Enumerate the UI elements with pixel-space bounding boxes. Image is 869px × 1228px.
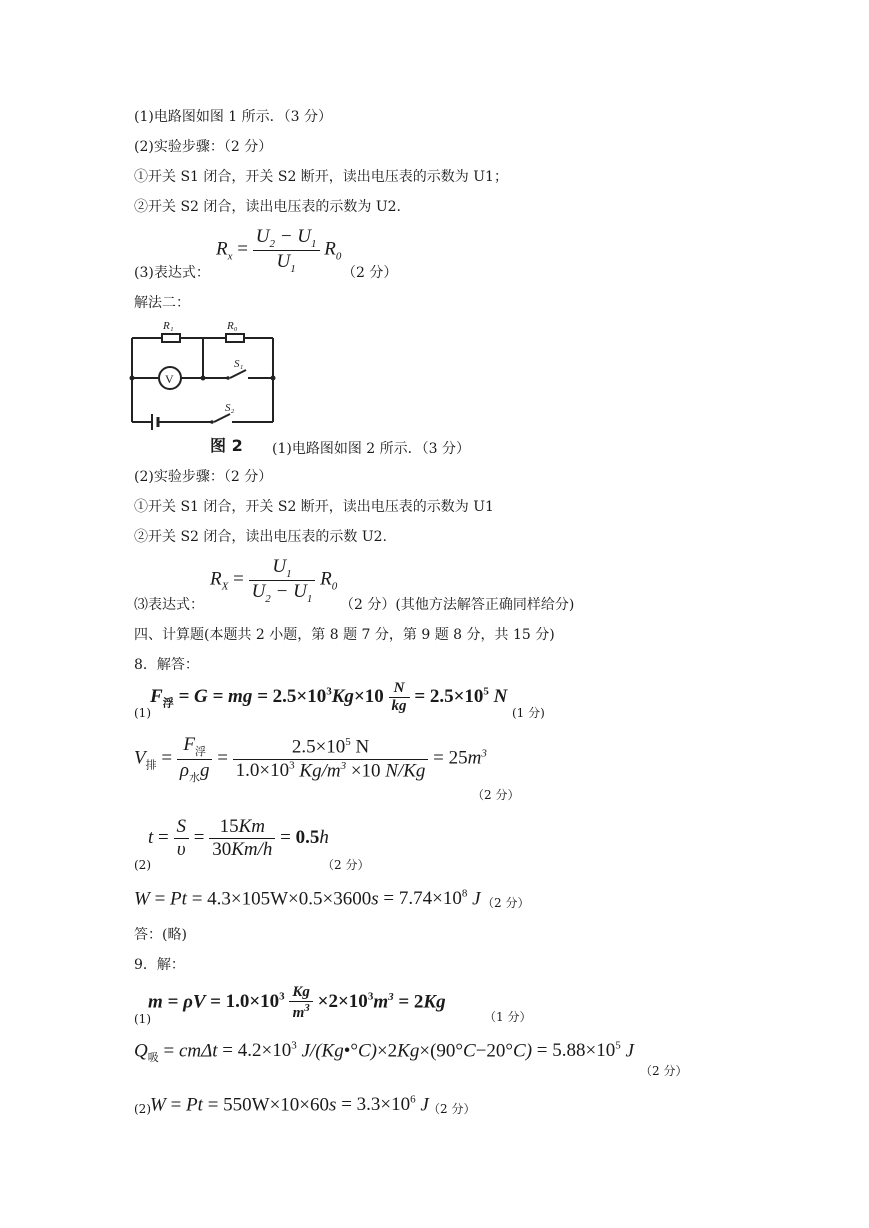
formula-displacement: $V_排$ = $\frac{F_浮}{\rho_水g}$ = $\frac{2.5\times 10^5 N}{1.0\times 10^3 Kg/m^3 \times 10 N/Kg}$ = $25m^3$ <box>134 734 487 784</box>
label-s1: S₁ <box>234 358 244 370</box>
text-line: 9．解： <box>134 957 185 973</box>
text-line: 答：(略) <box>134 927 187 943</box>
text-line: (3)表达式： <box>134 265 210 281</box>
formula-buoyancy: $F_浮 = G$ = mg = $2.5\times 10^3Kg\times 10$ $\frac{N}{kg}$ = $2.5\times 10^5$ N <box>150 680 508 714</box>
text-line: (2)实验步骤：（2 分） <box>134 139 273 155</box>
formula-mass: $m = \rho V = 1.0\times 10^3$ $\frac{Kg}{m^3}$ $\times 2\times 10^3m^3 = 2Kg$ <box>148 984 446 1021</box>
label-r0: R₀ <box>227 320 238 332</box>
text-line: (1)电路图如图 1 所示．（3 分） <box>134 109 332 125</box>
formula-work-1: $W = Pt = 4.3\times 105W\times 0.5\times 3600s = 7.74\times 10^8$ J <box>134 888 481 910</box>
score-label: （2 分） <box>472 788 520 802</box>
label-v: V <box>165 372 174 386</box>
text-line: ②开关 S2 闭合，读出电压表的示数为 U2. <box>134 199 402 215</box>
text-line: 8．解答： <box>134 657 199 673</box>
score-label: (1 分) <box>512 706 545 720</box>
part-label: (1) <box>134 1012 151 1026</box>
circuit-figure-2 <box>128 314 278 432</box>
text-line: ①开关 S1 闭合，开关 S2 断开，读出电压表的示数为 U1； <box>134 169 508 185</box>
section-heading: 四、计算题(本题共 2 小题，第 8 题 7 分，第 9 题 8 分，共 15 分) <box>134 627 555 643</box>
text-line: ⑶表达式： <box>134 597 204 613</box>
formula-time: t = $\frac{S}{\upsilon}$ = $\frac{15Km}{30Km/h}$ = 0.5h <box>148 816 329 860</box>
score-label: （2 分） <box>482 896 530 910</box>
text-line: ①开关 S1 闭合，开关 S2 断开，读出电压表的示数为 U1 <box>134 499 494 515</box>
part-label: (1) <box>134 706 151 720</box>
formula-rx-2: $R_X$ = $\frac{U_1}{U_2 - U_1}$ $R_0$ <box>210 556 338 605</box>
formula-work-2: $W = Pt = 550W\times 10\times 60s = 3.3\times 10^6$ J <box>150 1094 429 1116</box>
text-line: （2 分） <box>342 265 398 281</box>
part-label: (2) <box>134 858 151 872</box>
formula-heat: $Q_吸 = cm\Delta t = 4.2\times 10^3$ J/(Kg•°C)×2Kg×(90°C−20°C) = $5.88\times 10^5$ J <box>134 1040 634 1065</box>
formula-rx-1: $R_x$ = $\frac{U_2 - U_1}{U_1}$ $R_0$ <box>216 226 342 275</box>
score-label: （2 分） <box>322 858 370 872</box>
part-label: (2) <box>134 1102 151 1116</box>
label-r1: R₁ <box>163 320 174 332</box>
score-label: （2 分） <box>640 1064 688 1078</box>
score-label: （2 分） <box>428 1102 476 1116</box>
text-line: （2 分）(其他方法解答正确同样给分) <box>340 597 575 613</box>
score-label: （1 分） <box>484 1010 532 1024</box>
label-s2: S₂ <box>225 402 235 414</box>
text-line: (2)实验步骤：（2 分） <box>134 469 273 485</box>
text-line: 解法二： <box>134 295 190 311</box>
text-line: ②开关 S2 闭合，读出电压表的示数 U2. <box>134 529 388 545</box>
text-line: (1)电路图如图 2 所示．（3 分） <box>272 441 470 457</box>
figure-caption: 图 2 <box>210 436 243 455</box>
